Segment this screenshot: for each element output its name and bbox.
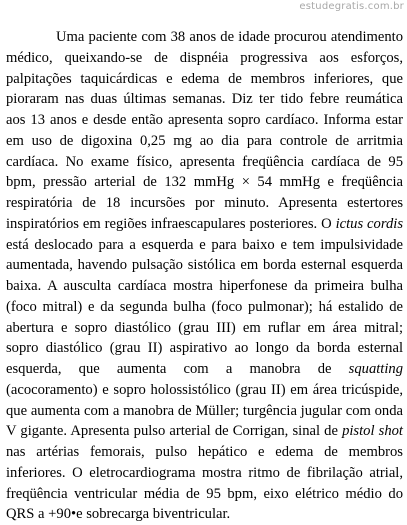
clinical-case-paragraph: [6, 27, 403, 525]
text-segment: (acocoramento) e sopro holossistólico (grau II) em área tricúspide, que aumenta com a manobra de Müller; turgência jugular com onda V gigante. Apresenta pulso arterial de Corrigan, sinal de: [6, 381, 403, 440]
text-segment: Uma paciente com 38 anos de idade procurou atendimento médico, queixando-se de dispnéia progressiva aos esforços, palpitações taquicárdicas e edema de membros inferiores, que pioraram nas duas últimas semanas. Diz ter tido febre reumática aos 13 anos e desde então apresenta sopro cardíaco. Informa estar em uso de digoxina 0,25 mg ao dia para controle de arritmia cardíaca. No exame físico, apresenta freqüência cardíaca de 95 bpm, pressão arterial de 132 mmHg × 54 mmHg e freqüência respiratória de 18 incursões por minuto. Apresenta estertores inspiratórios em regiões infraescapulares posteriores. O: [6, 29, 403, 232]
italic-term-pistol-shot: pistol shot: [342, 423, 403, 440]
text-segment: nas artérias femorais, pulso hepático e edema de membros inferiores. O eletrocardiograma mostra ritmo de fibrilação atrial, freqüência ventricular média de 95 bpm, eixo elétrico médio do QRS a +90•e sobrecarga biventricular.: [6, 444, 403, 523]
site-watermark: estudegratis.com.br: [299, 1, 404, 12]
text-segment: está deslocado para a esquerda e para baixo e tem impulsividade aumentada, havendo pulsação sistólica em borda esternal esquerda baixa. A ausculta cardíaca mostra hiperfonese da primeira bulha (foco mitral) e da segunda bulha (foco pulmonar); há estalido de abertura e sopro diastólico (grau III) em ruflar em área mitral; sopro diastólico (grau II) aspirativo ao longo da borda esternal esquerda, que aumenta com a manobra de: [6, 236, 403, 377]
italic-term-squatting: squatting: [348, 361, 403, 377]
italic-term-ictus-cordis: ictus cordis: [335, 215, 403, 232]
